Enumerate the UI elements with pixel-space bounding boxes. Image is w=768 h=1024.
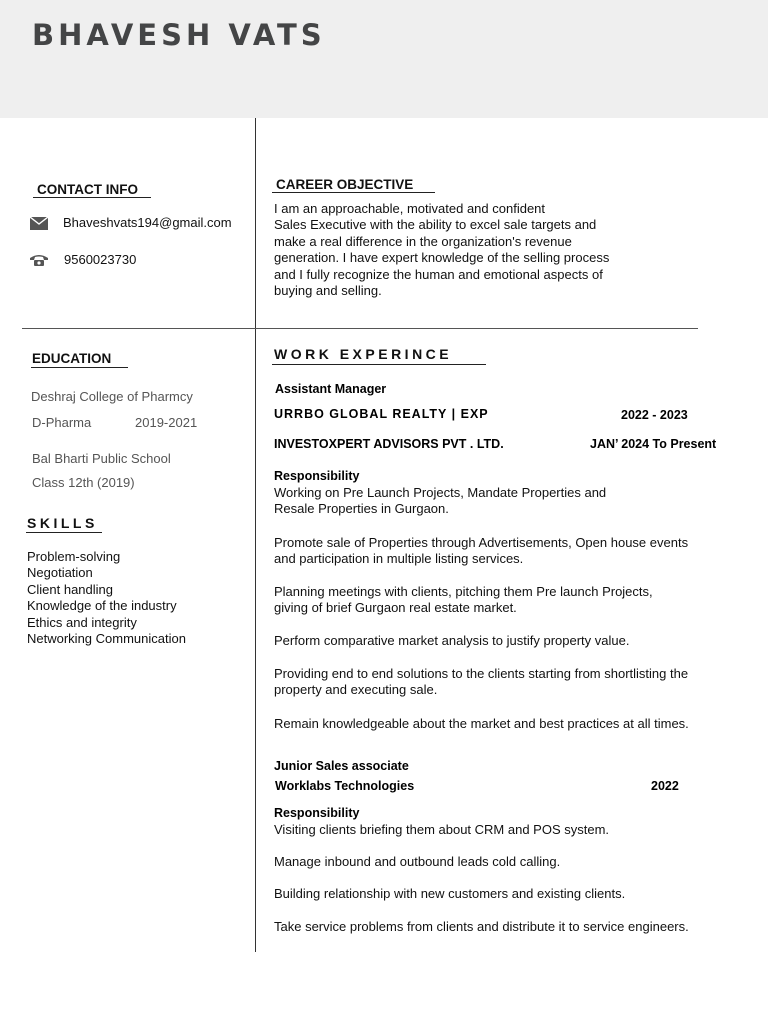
heading-underline — [26, 532, 102, 533]
responsibility-line: Perform comparative market analysis to justify property value. — [274, 633, 630, 648]
job-role: Assistant Manager — [275, 382, 387, 396]
degree-name: D-Pharma — [32, 415, 92, 430]
college-name: Deshraj College of Pharmcy — [31, 389, 193, 404]
skills-heading: SKILLS — [27, 515, 98, 531]
responsibility-line: Take service problems from clients and distribute it to service engineers. — [274, 919, 689, 934]
responsibility-line: Building relationship with new customers and existing clients. — [274, 886, 626, 901]
job-role: Junior Sales associate — [274, 759, 409, 773]
responsibility-item — [274, 716, 744, 732]
skill-item: Problem-solving — [27, 549, 121, 564]
objective-line: I am an approachable, motivated and confident — [274, 201, 546, 216]
responsibility-label: Responsibility — [274, 469, 360, 483]
heading-underline — [272, 192, 435, 193]
career-objective-heading: CAREER OBJECTIVE — [276, 177, 414, 192]
company-name: INVESTOXPERT ADVISORS PVT . LTD. — [274, 437, 504, 451]
school-name: Bal Bharti Public School — [32, 451, 171, 466]
heading-underline — [33, 197, 151, 198]
responsibility-item — [274, 633, 744, 649]
responsibility-line: Planning meetings with clients, pitching them Pre launch Projects, — [274, 584, 653, 599]
responsibility-line: property and executing sale. — [274, 682, 438, 698]
responsibility-item — [274, 584, 744, 617]
responsibility-line: Promote sale of Properties through Advertisements, Open house events — [274, 535, 689, 550]
responsibility-line: Providing end to end solutions to the clients starting from shortlisting the — [274, 666, 689, 681]
skill-item: Client handling — [27, 581, 114, 597]
responsibility-item — [274, 666, 749, 699]
objective-line: generation. I have expert knowledge of the selling process — [274, 250, 610, 266]
email-address[interactable]: Bhaveshvats194@gmail.com — [63, 215, 232, 230]
contact-info-heading: CONTACT INFO — [37, 182, 138, 197]
skill-item: Negotiation — [27, 565, 93, 581]
objective-line: buying and selling. — [274, 283, 382, 299]
objective-text — [274, 201, 714, 299]
objective-line: and I fully recognize the human and emotional aspects of — [274, 266, 603, 282]
responsibility-line: Working on Pre Launch Projects, Mandate Properties and — [274, 485, 607, 500]
candidate-name: BHAVESH VATS — [32, 18, 326, 52]
company-name: Worklabs Technologies — [275, 779, 415, 793]
company-dates: JAN’ 2024 To Present — [590, 437, 717, 451]
header-band — [0, 0, 768, 118]
skill-item: Networking Communication — [27, 631, 186, 647]
responsibility-line: Visiting clients briefing them about CRM and POS system. — [274, 822, 610, 837]
company-dates: 2022 — [651, 779, 679, 793]
education-heading: EDUCATION — [32, 351, 112, 366]
section-divider — [22, 328, 698, 329]
responsibility-line: Manage inbound and outbound leads cold calling. — [274, 854, 561, 869]
skill-item: Ethics and integrity — [27, 614, 137, 630]
responsibility-line: giving of brief Gurgaon real estate market. — [274, 600, 517, 616]
responsibility-line: Resale Properties in Gurgaon. — [274, 501, 449, 517]
skills-list — [27, 549, 186, 647]
email-icon — [30, 217, 48, 230]
work-experience-heading: WORK EXPERINCE — [274, 346, 453, 362]
skill-item: Knowledge of the industry — [27, 598, 177, 614]
company-dates: 2022 - 2023 — [621, 408, 688, 422]
objective-line: make a real difference in the organization's revenue — [274, 233, 572, 249]
company-name: URRBO GLOBAL REALTY | EXP — [274, 407, 489, 421]
phone-number: 9560023730 — [64, 252, 137, 267]
school-class: Class 12th (2019) — [32, 475, 135, 490]
responsibility-line: and participation in multiple listing services. — [274, 551, 524, 567]
responsibility-label: Responsibility — [274, 806, 360, 820]
responsibility-line: Remain knowledgeable about the market and best practices at all times. — [274, 716, 689, 731]
heading-underline — [31, 367, 128, 368]
objective-line: Sales Executive with the ability to excel sale targets and — [274, 217, 597, 233]
responsibility-item — [274, 485, 744, 518]
heading-underline — [272, 364, 486, 365]
phone-icon — [29, 253, 49, 267]
column-divider — [255, 118, 256, 952]
responsibility-item — [274, 535, 744, 568]
degree-years: 2019-2021 — [135, 415, 198, 430]
